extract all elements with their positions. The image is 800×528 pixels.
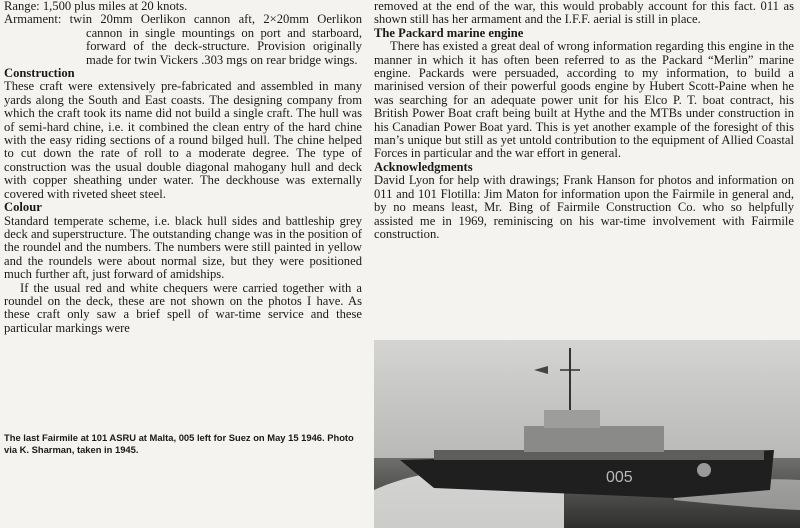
hull-number: 005: [606, 469, 633, 486]
range-spec: Range: 1,500 plus miles at 20 knots.: [4, 0, 188, 13]
colour-text-2: If the usual red and white chequers were carried together with a roundel on the deck, these are not shown on the photos I have. As these craft only saw a brief spell of war-time service and these particular markings were: [4, 280, 362, 335]
packard-heading: The Packard marine engine: [374, 25, 524, 40]
construction-text: These craft were extensively pre-fabricated and assembled in many yards along the South and East coasts. The designing company from which the craft took its name did not build a single craft. The hull was of semi-hard chine, i.e. it combined the clean entry of the hard chine with the easy riding sections of a round bilged hull. The chine helped to cut down the rate of roll to a moderate degree. The type of construction was the usual double diagonal mahogany hull and deck with copper sheathing under water. The deckhouse was externally covered with riveted sheet steel.: [4, 79, 362, 201]
boat-deckhouse: [524, 426, 664, 452]
boat-photo: [374, 340, 800, 528]
construction-heading: Construction: [4, 66, 75, 81]
colour-text-1: Standard temperate scheme, i.e. black hull sides and battleship grey deck and superstructure. The outstanding change was in the position of the roundel and the numbers. The numbers were still painted in yellow and the roundels were about normal size, but they were positioned much further aft, just forward of amidships.: [4, 213, 362, 282]
left-column: [4, 0, 362, 335]
continuation-text: removed at the end of the war, this would probably account for this fact. 011 as shown still has her armament and the I.F.F. aerial is still in place.: [374, 0, 794, 27]
acknowledgments-text: David Lyon for help with drawings; Frank Hanson for photos and information on 011 and 101 Flotilla: Jim Maton for information upon the Fairmile in general and, by no means least, Mr. Bing of Fairmile Construction Co. who so helpfully assisted me in 1969, reminiscing on his war-time involvement with Fairmile construction.: [374, 173, 794, 241]
photo-caption: The last Fairmile at 101 ASRU at Malta, 005 left for Suez on May 15 1946. Photo via K. Sharman, taken in 1945.: [4, 432, 354, 455]
acknowledgments-heading: Acknowledgments: [374, 159, 473, 174]
armament-spec: Armament: twin 20mm Oerlikon cannon aft, 2×20mm Oerlikon cannon in single mountings on port and starboard, forward of the deck-structure. Provision originally made for twin Vickers .303 mgs on rear bridge wings.: [4, 12, 362, 67]
colour-heading: Colour: [4, 200, 42, 215]
packard-text: There has existed a great deal of wrong information regarding this engine in the manner in which it has often been referred to as the Packard “Merlin” marine engine. Packards were persuaded, according to my information, to build a marinised version of their powerful goods engine by Hubert Scott-Paine when he was searching for an adequate power unit for his Elco P. T. boat contract, his British Power Boat craft being built at Hythe and the MTBs under construction in his Canadian Power Boat yard. This is yet another example of the foresight of this man’s unique but still as yet untold contribution to the equipment of Allied Coastal Forces in particular and the war effort in general.: [374, 39, 794, 161]
right-column: [374, 0, 794, 241]
boat-roundel: [697, 463, 711, 477]
boat-bridge: [544, 410, 600, 428]
